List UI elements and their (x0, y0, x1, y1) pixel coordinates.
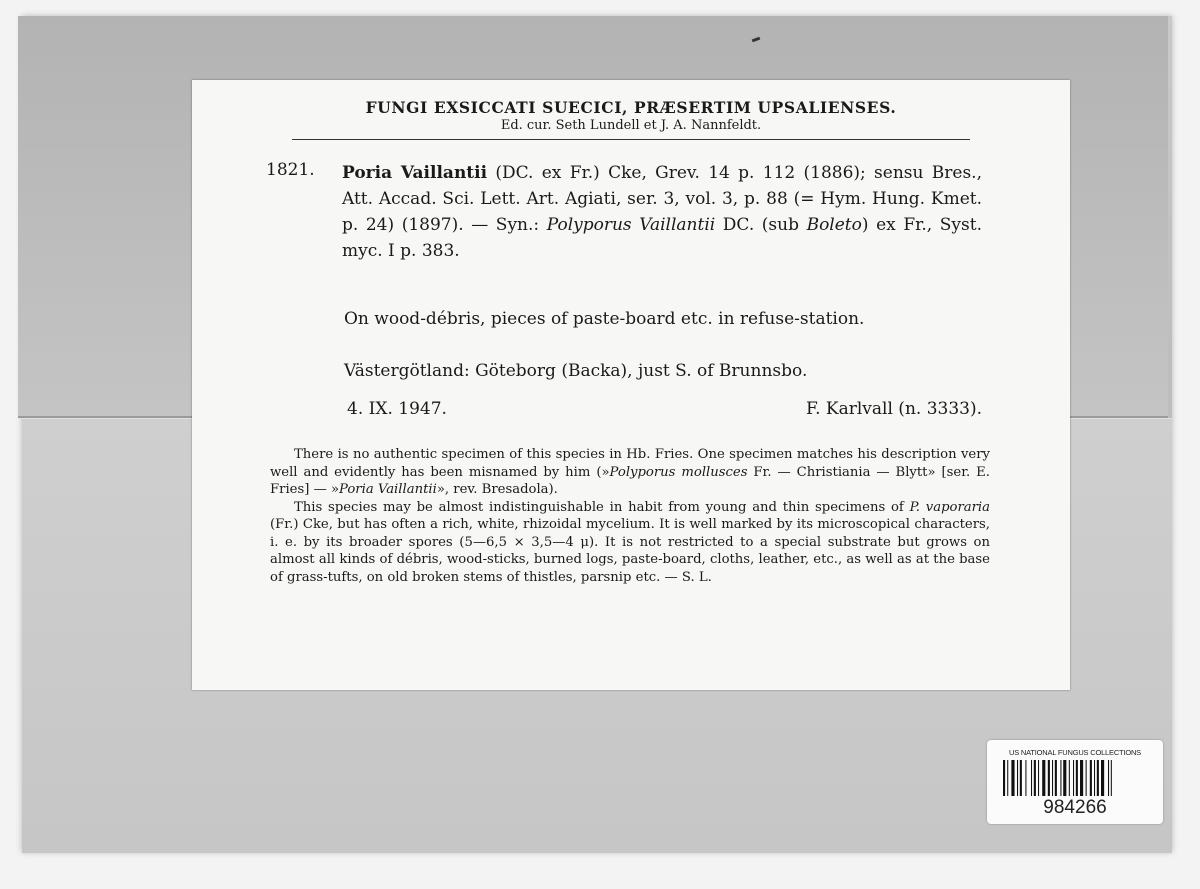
boleto-term: Boleto (806, 215, 862, 235)
species-name: Poria Vaillantii (342, 163, 488, 183)
note2-text-b: (Fr.) Cke, but has often a rich, white, rhizoidal mycelium. It is well marked by its microscopical characters, i. e. by its broader spores (5—6,5 × 3,5—4 μ). It is not restricted to a special substrate but grows on almost all kinds of débris, wood-sticks, burned logs, paste-board, cloths, leather, etc., as well as at the base of grass-tufts, on old broken stems of thistles, parsnip etc. — S. L. (270, 517, 990, 585)
specimen-label (192, 80, 1070, 690)
habitat-text: On wood-débris, pieces of paste-board etc. in refuse-station. (344, 309, 865, 329)
note2-text-a: This species may be almost indistinguishable in habit from young and thin specimens of (294, 499, 910, 515)
notes-block (270, 446, 990, 586)
barcode-label (987, 740, 1163, 824)
note1-text-c: », rev. Bresadola). (436, 482, 558, 497)
note1-text-a: There is no authentic specimen of this species in Hb. Fries. One specimen matches his description very well and evidently has been misnamed by him (» (270, 447, 990, 480)
barcode-institution: US NATIONAL FUNGUS COLLECTIONS (1009, 748, 1141, 757)
collector: F. Karlvall (n. 3333). (805, 399, 982, 419)
note2-italic: P. vaporaria (909, 499, 990, 515)
synonym-name: Polyporus Vaillantii (546, 215, 716, 235)
note1-text-b: Fr. — Christiania — Blytt» [ser. E. Fries] — » (270, 464, 990, 497)
note-paragraph-1 (270, 446, 990, 499)
label-header-title: FUNGI EXSICCATI SUECICI, PRÆSERTIM UPSALIENSES. (365, 98, 897, 117)
exsiccata-number: 1821. (266, 160, 315, 180)
barcode-number: 984266 (1043, 797, 1107, 818)
note1-italic-1: Polyporus mollusces (609, 464, 748, 480)
note-paragraph-2 (270, 499, 990, 587)
note1-italic-2: Poria Vaillantii (339, 482, 437, 497)
species-citation (342, 160, 982, 264)
citation-text-c: ) ex Fr., Syst. myc. I p. 383. (342, 215, 982, 261)
header-rule (292, 139, 970, 140)
barcode-bars (1003, 760, 1147, 796)
collection-date: 4. IX. 1947. (347, 399, 447, 419)
locality-text: Västergötland: Göteborg (Backa), just S. of Brunnsbo. (344, 361, 808, 381)
label-header-editors: Ed. cur. Seth Lundell et J. A. Nannfeldt. (500, 118, 762, 133)
citation-text-a: (DC. ex Fr.) Cke, Grev. 14 p. 112 (1886); sensu Bres., Att. Accad. Sci. Lett. Art. Agiati, ser. 3, vol. 3, p. 88 (= Hym. Hung. Kmet. p. 24) (1897). — Syn.: (342, 163, 982, 235)
citation-text-b: DC. (sub (715, 215, 807, 235)
